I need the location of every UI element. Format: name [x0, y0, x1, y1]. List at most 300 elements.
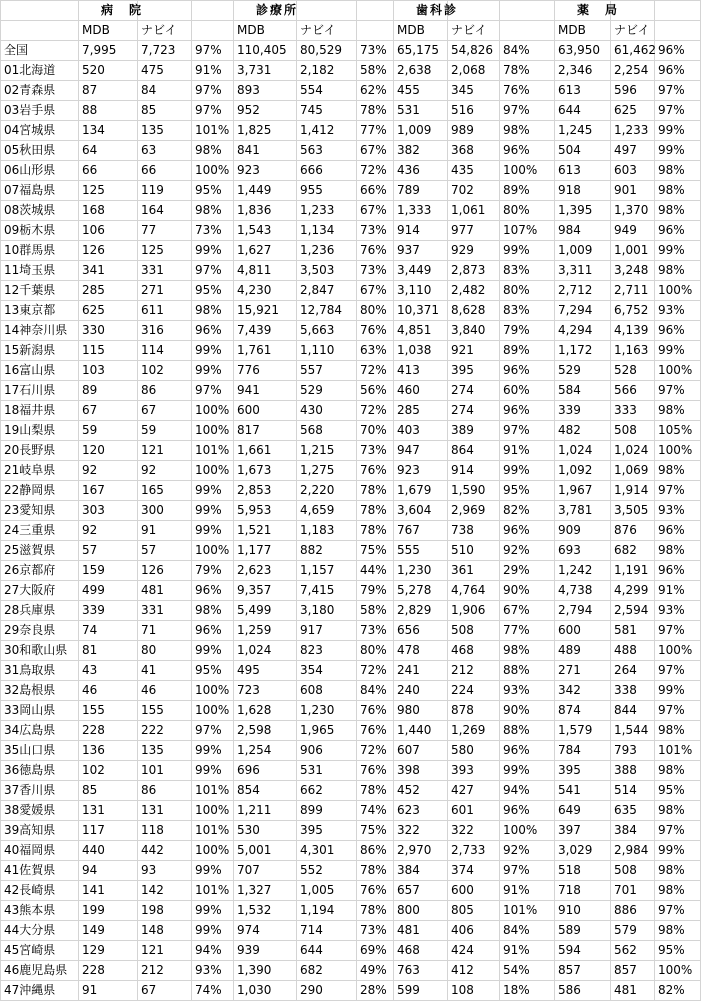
value-cell: 398 — [394, 761, 448, 781]
value-cell: 2,598 — [234, 721, 297, 741]
value-cell: 78% — [357, 521, 394, 541]
value-cell: 452 — [394, 781, 448, 801]
value-cell: 607 — [394, 741, 448, 761]
table-row — [1, 221, 701, 241]
value-cell: 3,180 — [297, 601, 357, 621]
value-cell: 600 — [555, 621, 611, 641]
value-cell: 7,439 — [234, 321, 297, 341]
value-cell: 101% — [192, 121, 234, 141]
region-name-cell: 45宮崎県 — [1, 941, 79, 961]
value-cell: 599 — [394, 981, 448, 1001]
value-cell: 901 — [611, 181, 655, 201]
value-cell: 2,873 — [448, 261, 500, 281]
value-cell: 611 — [138, 301, 192, 321]
value-cell: 906 — [297, 741, 357, 761]
value-cell: 1,183 — [297, 521, 357, 541]
value-cell: 99% — [192, 521, 234, 541]
region-name-cell: 02青森県 — [1, 81, 79, 101]
value-cell: 87 — [79, 81, 138, 101]
value-cell: 285 — [394, 401, 448, 421]
value-cell: 701 — [611, 881, 655, 901]
table-row — [1, 981, 701, 1001]
value-cell: 131 — [79, 801, 138, 821]
value-cell: 72% — [357, 661, 394, 681]
value-cell: 2,733 — [448, 841, 500, 861]
value-cell: 99% — [500, 761, 555, 781]
value-cell: 96% — [500, 801, 555, 821]
region-name-cell: 27大阪府 — [1, 581, 79, 601]
value-cell: 508 — [448, 621, 500, 641]
value-cell: 899 — [297, 801, 357, 821]
value-cell: 1,092 — [555, 461, 611, 481]
value-cell: 100% — [192, 161, 234, 181]
value-cell: 952 — [234, 101, 297, 121]
value-cell: 117 — [79, 821, 138, 841]
value-cell: 4,659 — [297, 501, 357, 521]
value-cell: 330 — [79, 321, 138, 341]
value-cell: 594 — [555, 941, 611, 961]
value-cell: 77% — [500, 621, 555, 641]
value-cell: 98% — [192, 201, 234, 221]
value-cell: 7,995 — [79, 41, 138, 61]
region-name-cell: 04宮城県 — [1, 121, 79, 141]
value-cell: 3,505 — [611, 501, 655, 521]
value-cell: 520 — [79, 61, 138, 81]
region-name-cell: 09栃木県 — [1, 221, 79, 241]
value-cell: 97% — [500, 101, 555, 121]
value-cell: 285 — [79, 281, 138, 301]
value-cell: 167 — [79, 481, 138, 501]
value-cell: 63 — [138, 141, 192, 161]
value-cell: 96% — [500, 141, 555, 161]
value-cell: 99% — [192, 641, 234, 661]
value-cell: 90% — [500, 581, 555, 601]
table-row — [1, 701, 701, 721]
value-cell: 43 — [79, 661, 138, 681]
value-cell: 80% — [357, 301, 394, 321]
value-cell: 435 — [448, 161, 500, 181]
region-name-cell: 26京都府 — [1, 561, 79, 581]
value-cell: 76% — [357, 761, 394, 781]
region-name-cell: 14神奈川県 — [1, 321, 79, 341]
value-cell: 100% — [192, 541, 234, 561]
value-cell: 74% — [357, 801, 394, 821]
value-cell: 508 — [611, 861, 655, 881]
group-header-row — [1, 1, 701, 21]
region-name-cell: 38愛媛県 — [1, 801, 79, 821]
value-cell: 76% — [500, 81, 555, 101]
value-cell: 99% — [655, 681, 701, 701]
value-cell: 96% — [500, 401, 555, 421]
table-row — [1, 841, 701, 861]
value-cell: 1,967 — [555, 481, 611, 501]
value-cell: 468 — [394, 941, 448, 961]
value-cell: 100% — [192, 801, 234, 821]
value-cell: 657 — [394, 881, 448, 901]
group-clinic: 診療所 — [234, 1, 297, 21]
value-cell: 2,220 — [297, 481, 357, 501]
value-cell: 882 — [297, 541, 357, 561]
value-cell: 98% — [655, 181, 701, 201]
value-cell: 90% — [500, 701, 555, 721]
value-cell: 97% — [655, 81, 701, 101]
value-cell: 1,579 — [555, 721, 611, 741]
value-cell: 135 — [138, 121, 192, 141]
value-cell: 78% — [357, 861, 394, 881]
value-cell: 361 — [448, 561, 500, 581]
value-cell: 1,370 — [611, 201, 655, 221]
table-row — [1, 581, 701, 601]
value-cell: 656 — [394, 621, 448, 641]
value-cell: 714 — [297, 921, 357, 941]
region-name-cell: 41佐賀県 — [1, 861, 79, 881]
value-cell: 271 — [555, 661, 611, 681]
value-cell: 955 — [297, 181, 357, 201]
table-row — [1, 461, 701, 481]
value-cell: 4,230 — [234, 281, 297, 301]
value-cell: 98% — [192, 301, 234, 321]
value-cell: 79% — [357, 581, 394, 601]
value-cell: 94 — [79, 861, 138, 881]
value-cell: 18% — [500, 981, 555, 1001]
value-cell: 563 — [297, 141, 357, 161]
region-name-cell: 32島根県 — [1, 681, 79, 701]
value-cell: 96% — [500, 521, 555, 541]
value-cell: 97% — [500, 861, 555, 881]
value-cell: 389 — [448, 421, 500, 441]
value-cell: 460 — [394, 381, 448, 401]
value-cell: 46 — [79, 681, 138, 701]
value-cell: 481 — [611, 981, 655, 1001]
value-cell: 106 — [79, 221, 138, 241]
value-cell: 141 — [79, 881, 138, 901]
value-cell: 78% — [357, 101, 394, 121]
value-cell: 100% — [655, 441, 701, 461]
value-cell: 99% — [192, 761, 234, 781]
value-cell: 46 — [138, 681, 192, 701]
value-cell: 95% — [192, 181, 234, 201]
region-name-cell: 33岡山県 — [1, 701, 79, 721]
value-cell: 108 — [448, 981, 500, 1001]
value-cell: 99% — [655, 141, 701, 161]
value-cell: 557 — [297, 361, 357, 381]
value-cell: 1,024 — [555, 441, 611, 461]
value-cell: 83% — [500, 301, 555, 321]
value-cell: 72% — [357, 401, 394, 421]
region-name-cell: 13東京都 — [1, 301, 79, 321]
value-cell: 1,038 — [394, 341, 448, 361]
region-name-cell: 40福岡県 — [1, 841, 79, 861]
value-cell: 644 — [297, 941, 357, 961]
value-cell: 69% — [357, 941, 394, 961]
value-cell: 923 — [394, 461, 448, 481]
value-cell: 1,590 — [448, 481, 500, 501]
value-cell: 67% — [357, 281, 394, 301]
value-cell: 2,346 — [555, 61, 611, 81]
value-cell: 101% — [655, 741, 701, 761]
value-cell: 73% — [357, 921, 394, 941]
value-cell: 76% — [357, 721, 394, 741]
value-cell: 412 — [448, 961, 500, 981]
value-cell: 984 — [555, 221, 611, 241]
value-cell: 78% — [357, 501, 394, 521]
value-cell: 776 — [234, 361, 297, 381]
value-cell: 562 — [611, 941, 655, 961]
value-cell: 793 — [611, 741, 655, 761]
value-cell: 581 — [611, 621, 655, 641]
region-name-cell: 17石川県 — [1, 381, 79, 401]
value-cell: 228 — [79, 961, 138, 981]
region-name-cell: 35山口県 — [1, 741, 79, 761]
value-cell: 199 — [79, 901, 138, 921]
value-cell: 586 — [555, 981, 611, 1001]
value-cell: 290 — [297, 981, 357, 1001]
value-cell: 67 — [138, 981, 192, 1001]
table-row — [1, 61, 701, 81]
value-cell: 745 — [297, 101, 357, 121]
value-cell: 66% — [357, 181, 394, 201]
value-cell: 1,163 — [611, 341, 655, 361]
value-cell: 93% — [655, 601, 701, 621]
value-cell: 1,254 — [234, 741, 297, 761]
value-cell: 600 — [234, 401, 297, 421]
value-cell: 74 — [79, 621, 138, 641]
value-cell: 518 — [555, 861, 611, 881]
value-cell: 1,761 — [234, 341, 297, 361]
value-cell: 989 — [448, 121, 500, 141]
value-cell: 341 — [79, 261, 138, 281]
value-cell: 784 — [555, 741, 611, 761]
table-row — [1, 541, 701, 561]
region-name-cell: 36徳島県 — [1, 761, 79, 781]
value-cell: 1,679 — [394, 481, 448, 501]
value-cell: 71 — [138, 621, 192, 641]
value-cell: 1,395 — [555, 201, 611, 221]
value-cell: 89% — [500, 181, 555, 201]
value-cell: 763 — [394, 961, 448, 981]
value-cell: 478 — [394, 641, 448, 661]
value-cell: 1,544 — [611, 721, 655, 741]
value-cell: 95% — [500, 481, 555, 501]
value-cell: 99% — [192, 901, 234, 921]
value-cell: 56% — [357, 381, 394, 401]
value-cell: 76% — [357, 321, 394, 341]
value-cell: 86% — [357, 841, 394, 861]
value-cell: 120 — [79, 441, 138, 461]
value-cell: 1,134 — [297, 221, 357, 241]
value-cell: 6,752 — [611, 301, 655, 321]
value-cell: 91% — [500, 941, 555, 961]
region-name-cell: 18福井県 — [1, 401, 79, 421]
value-cell: 97% — [655, 381, 701, 401]
value-cell: 99% — [655, 241, 701, 261]
value-cell: 54,826 — [448, 41, 500, 61]
value-cell: 101% — [192, 781, 234, 801]
value-cell: 613 — [555, 81, 611, 101]
value-cell: 96% — [655, 221, 701, 241]
value-cell: 96% — [655, 561, 701, 581]
table-row — [1, 681, 701, 701]
value-cell: 374 — [448, 861, 500, 881]
value-cell: 430 — [297, 401, 357, 421]
table-row — [1, 201, 701, 221]
region-name-cell: 06山形県 — [1, 161, 79, 181]
value-cell: 3,503 — [297, 261, 357, 281]
value-cell: 91% — [500, 441, 555, 461]
value-cell: 66 — [79, 161, 138, 181]
value-cell: 63% — [357, 341, 394, 361]
value-cell: 481 — [138, 581, 192, 601]
group-dental: 歯科診 — [394, 1, 448, 21]
value-cell: 601 — [448, 801, 500, 821]
value-cell: 345 — [448, 81, 500, 101]
value-cell: 1,825 — [234, 121, 297, 141]
value-cell: 2,984 — [611, 841, 655, 861]
value-cell: 78% — [357, 781, 394, 801]
value-cell: 914 — [394, 221, 448, 241]
subheader-navii: ナビイ — [297, 21, 357, 41]
value-cell: 100% — [192, 681, 234, 701]
value-cell: 1,172 — [555, 341, 611, 361]
value-cell: 99% — [192, 921, 234, 941]
value-cell: 1,661 — [234, 441, 297, 461]
value-cell: 514 — [611, 781, 655, 801]
value-cell: 893 — [234, 81, 297, 101]
value-cell: 707 — [234, 861, 297, 881]
value-cell: 100% — [192, 421, 234, 441]
table-row-national — [1, 41, 701, 61]
value-cell: 475 — [138, 61, 192, 81]
value-cell: 96% — [655, 41, 701, 61]
value-cell: 86 — [138, 781, 192, 801]
table-row — [1, 421, 701, 441]
region-name-cell: 30和歌山県 — [1, 641, 79, 661]
value-cell: 78% — [500, 61, 555, 81]
value-cell: 165 — [138, 481, 192, 501]
table-row — [1, 601, 701, 621]
value-cell: 121 — [138, 441, 192, 461]
table-row — [1, 721, 701, 741]
value-cell: 135 — [138, 741, 192, 761]
region-name-cell: 34広島県 — [1, 721, 79, 741]
value-cell: 4,301 — [297, 841, 357, 861]
value-cell: 101% — [192, 881, 234, 901]
table-row — [1, 121, 701, 141]
value-cell: 4,851 — [394, 321, 448, 341]
value-cell: 2,482 — [448, 281, 500, 301]
value-cell: 134 — [79, 121, 138, 141]
value-cell: 393 — [448, 761, 500, 781]
value-cell: 644 — [555, 101, 611, 121]
value-cell: 92% — [500, 541, 555, 561]
value-cell: 99% — [192, 861, 234, 881]
value-cell: 1,157 — [297, 561, 357, 581]
value-cell: 99% — [192, 741, 234, 761]
value-cell: 100% — [192, 461, 234, 481]
table-row — [1, 901, 701, 921]
value-cell: 440 — [79, 841, 138, 861]
value-cell: 1,024 — [234, 641, 297, 661]
value-cell: 212 — [448, 661, 500, 681]
value-cell: 1,906 — [448, 601, 500, 621]
value-cell: 339 — [555, 401, 611, 421]
value-cell: 805 — [448, 901, 500, 921]
value-cell: 1,194 — [297, 901, 357, 921]
value-cell: 2,829 — [394, 601, 448, 621]
table-row — [1, 741, 701, 761]
value-cell: 878 — [448, 701, 500, 721]
value-cell: 97% — [192, 81, 234, 101]
value-cell: 406 — [448, 921, 500, 941]
value-cell: 102 — [79, 761, 138, 781]
region-name-cell: 44大分県 — [1, 921, 79, 941]
value-cell: 857 — [555, 961, 611, 981]
value-cell: 99% — [192, 341, 234, 361]
value-cell: 142 — [138, 881, 192, 901]
value-cell: 97% — [655, 101, 701, 121]
value-cell: 4,299 — [611, 581, 655, 601]
value-cell: 682 — [297, 961, 357, 981]
value-cell: 105% — [655, 421, 701, 441]
value-cell: 92 — [79, 521, 138, 541]
value-cell: 854 — [234, 781, 297, 801]
value-cell: 718 — [555, 881, 611, 901]
value-cell: 98% — [500, 121, 555, 141]
value-cell: 86 — [138, 381, 192, 401]
value-cell: 1,673 — [234, 461, 297, 481]
value-cell: 98% — [655, 881, 701, 901]
value-cell: 909 — [555, 521, 611, 541]
value-cell: 738 — [448, 521, 500, 541]
value-cell: 403 — [394, 421, 448, 441]
value-cell: 75% — [357, 541, 394, 561]
value-cell: 78% — [357, 901, 394, 921]
value-cell: 98% — [192, 601, 234, 621]
value-cell: 424 — [448, 941, 500, 961]
value-cell: 222 — [138, 721, 192, 741]
value-cell: 79% — [500, 321, 555, 341]
value-cell: 841 — [234, 141, 297, 161]
value-cell: 131 — [138, 801, 192, 821]
value-cell: 864 — [448, 441, 500, 461]
value-cell: 98% — [655, 161, 701, 181]
value-cell: 7,723 — [138, 41, 192, 61]
value-cell: 168 — [79, 201, 138, 221]
value-cell: 2,970 — [394, 841, 448, 861]
value-cell: 54% — [500, 961, 555, 981]
value-cell: 96% — [500, 741, 555, 761]
value-cell: 4,294 — [555, 321, 611, 341]
value-cell: 923 — [234, 161, 297, 181]
value-cell: 271 — [138, 281, 192, 301]
value-cell: 568 — [297, 421, 357, 441]
value-cell: 3,781 — [555, 501, 611, 521]
value-cell: 662 — [297, 781, 357, 801]
value-cell: 482 — [555, 421, 611, 441]
value-cell: 84 — [138, 81, 192, 101]
value-cell: 2,969 — [448, 501, 500, 521]
value-cell: 2,182 — [297, 61, 357, 81]
value-cell: 529 — [555, 361, 611, 381]
value-cell: 159 — [79, 561, 138, 581]
table-row — [1, 281, 701, 301]
value-cell: 12,784 — [297, 301, 357, 321]
value-cell: 508 — [611, 421, 655, 441]
value-cell: 3,604 — [394, 501, 448, 521]
value-cell: 96% — [192, 621, 234, 641]
value-cell: 77% — [357, 121, 394, 141]
value-cell: 2,794 — [555, 601, 611, 621]
